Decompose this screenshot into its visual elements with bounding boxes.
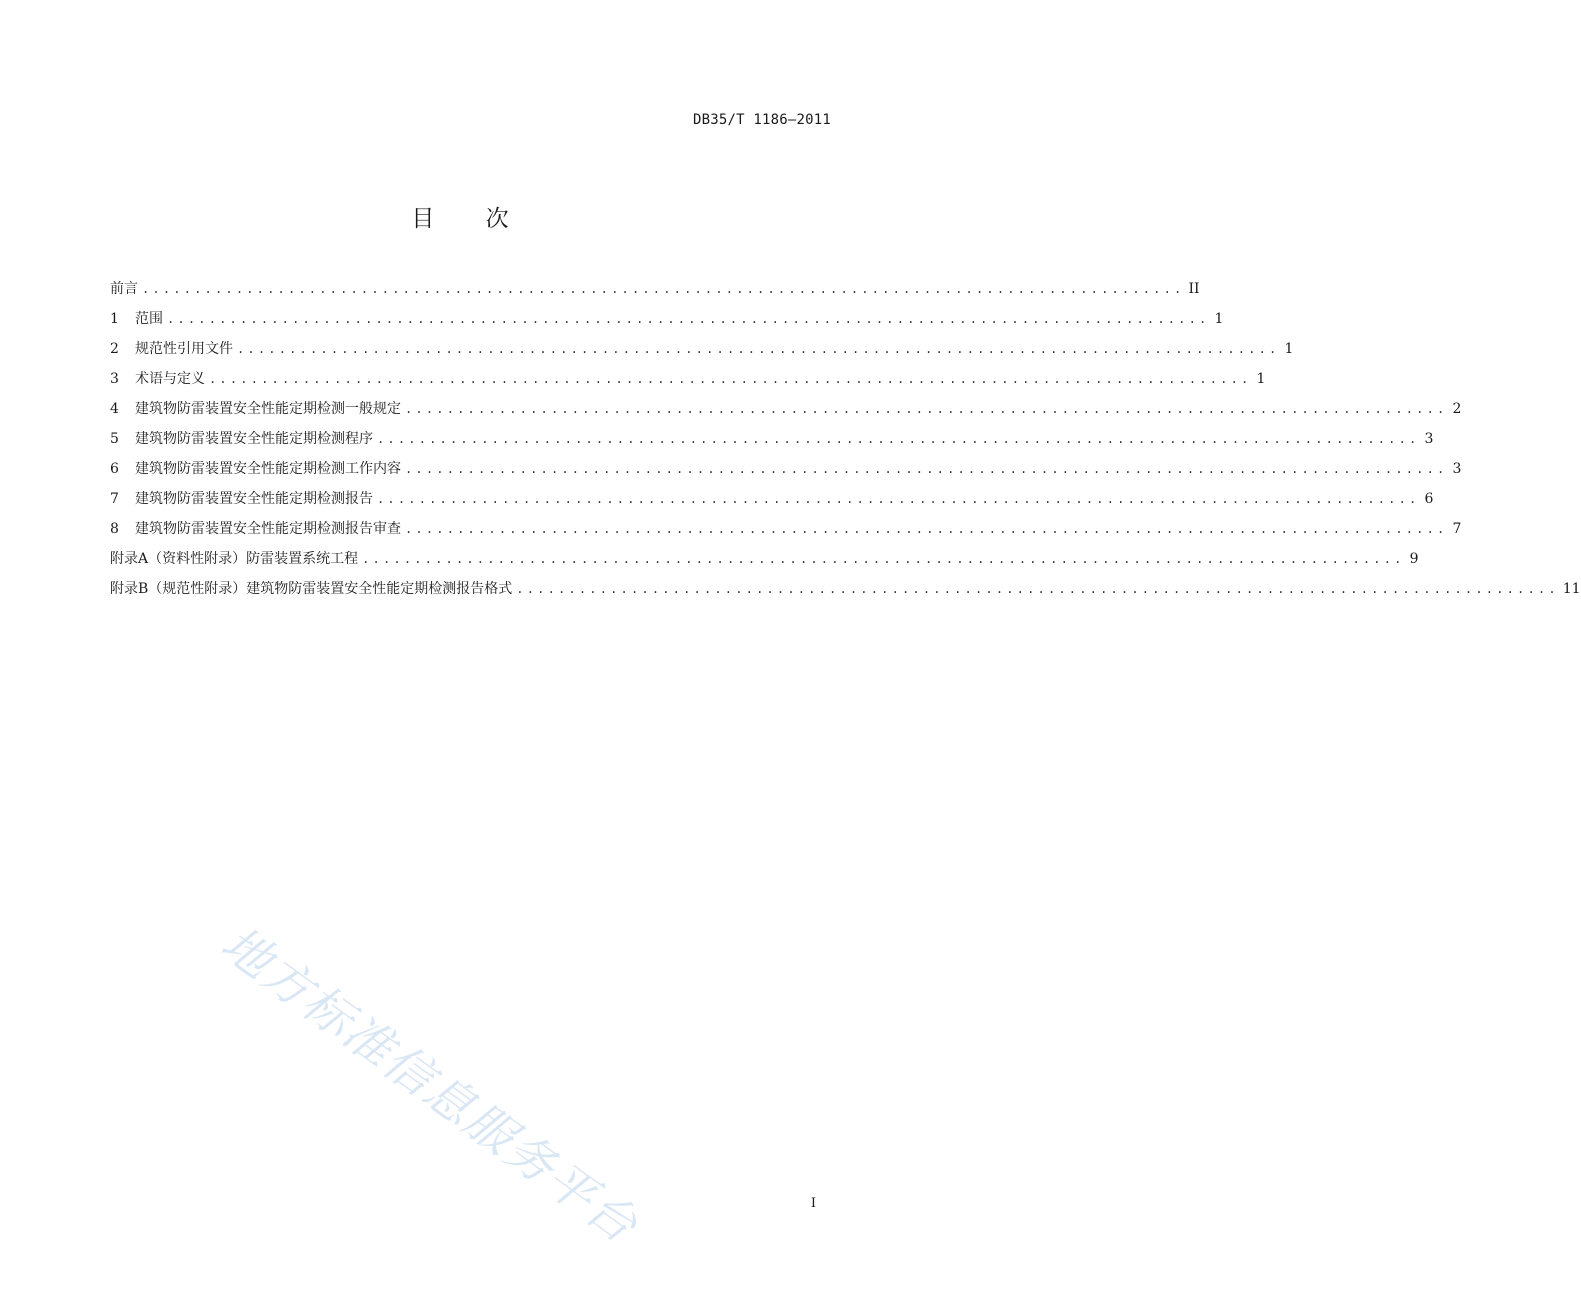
- toc-entry-text: 建筑物防雷装置安全性能定期检测程序: [135, 431, 373, 447]
- toc-entry-5[interactable]: [110, 428, 1434, 458]
- toc-entry-page: 1: [1256, 371, 1266, 387]
- toc-leader: ....................................................................................................: [405, 462, 1448, 476]
- toc-entry-2[interactable]: [110, 338, 1294, 368]
- toc-leader: ....................................................................................................: [516, 582, 1559, 596]
- toc-entry-6[interactable]: [110, 458, 1462, 488]
- toc-entry-text: 建筑物防雷装置安全性能定期检测报告格式: [246, 581, 513, 597]
- toc-entry-text: 规范性引用文件: [135, 341, 233, 357]
- toc-entry-number: 2: [110, 341, 119, 357]
- toc-entry-4[interactable]: [110, 398, 1462, 428]
- toc-entry-appendix-label: 附录B（规范性附录）: [110, 581, 247, 597]
- toc-entry-page: 11: [1562, 581, 1581, 597]
- toc-entry-page: II: [1188, 281, 1200, 297]
- page-number: I: [810, 1196, 816, 1211]
- toc-entry-appendix-label: 附录A（资料性附录）: [110, 551, 247, 567]
- toc-entry-text: 建筑物防雷装置安全性能定期检测一般规定: [135, 401, 401, 417]
- page-title: 目 次: [411, 206, 531, 232]
- toc-leader: ....................................................................................................: [167, 312, 1210, 326]
- toc-leader: ....................................................................................................: [377, 432, 1420, 446]
- toc-entry-text: 前言: [110, 281, 138, 297]
- toc-entry-page: 9: [1409, 551, 1419, 567]
- toc-entry-number: 7: [110, 491, 119, 507]
- toc-entry-text: 建筑物防雷装置安全性能定期检测报告审查: [135, 521, 401, 537]
- toc-entry-number: 4: [110, 401, 119, 417]
- table-of-contents: [110, 278, 1581, 608]
- toc-entry-number: 3: [110, 371, 119, 387]
- toc-leader: ....................................................................................................: [362, 552, 1405, 566]
- doc-code: DB35/T 1186—2011: [692, 112, 831, 128]
- watermark: 地方标准信息服务平台: [210, 915, 649, 1255]
- toc-entry-number: 1: [110, 311, 119, 327]
- toc-entry-7[interactable]: [110, 488, 1434, 518]
- toc-entry-8[interactable]: [110, 518, 1462, 548]
- toc-entry-page: 1: [1214, 311, 1224, 327]
- toc-entry-appendix-b[interactable]: [110, 578, 1581, 608]
- toc-leader: ....................................................................................................: [377, 492, 1420, 506]
- toc-entry-text: 术语与定义: [135, 371, 205, 387]
- toc-entry-page: 3: [1424, 431, 1434, 447]
- toc-entry-number: 6: [110, 461, 119, 477]
- toc-entry-number: 5: [110, 431, 119, 447]
- toc-entry-page: 1: [1284, 341, 1294, 357]
- toc-entry-number: 8: [110, 521, 119, 537]
- toc-entry-text: 范围: [135, 311, 163, 327]
- toc-entry-page: 2: [1452, 401, 1462, 417]
- toc-entry-page: 7: [1452, 521, 1462, 537]
- toc-leader: ....................................................................................................: [405, 402, 1448, 416]
- toc-entry-appendix-a[interactable]: [110, 548, 1419, 578]
- toc-leader: ....................................................................................................: [142, 282, 1185, 296]
- toc-leader: ....................................................................................................: [237, 342, 1280, 356]
- toc-leader: ....................................................................................................: [209, 372, 1252, 386]
- toc-entry-1[interactable]: [110, 308, 1224, 338]
- toc-entry-text: 建筑物防雷装置安全性能定期检测报告: [135, 491, 373, 507]
- toc-entry-page: 6: [1424, 491, 1434, 507]
- toc-entry-3[interactable]: [110, 368, 1266, 398]
- toc-entry-page: 3: [1452, 461, 1462, 477]
- toc-entry-text: 防雷装置系统工程: [246, 551, 359, 567]
- toc-leader: ....................................................................................................: [405, 522, 1448, 536]
- toc-entry-text: 建筑物防雷装置安全性能定期检测工作内容: [135, 461, 401, 477]
- toc-entry-foreword[interactable]: [110, 278, 1200, 308]
